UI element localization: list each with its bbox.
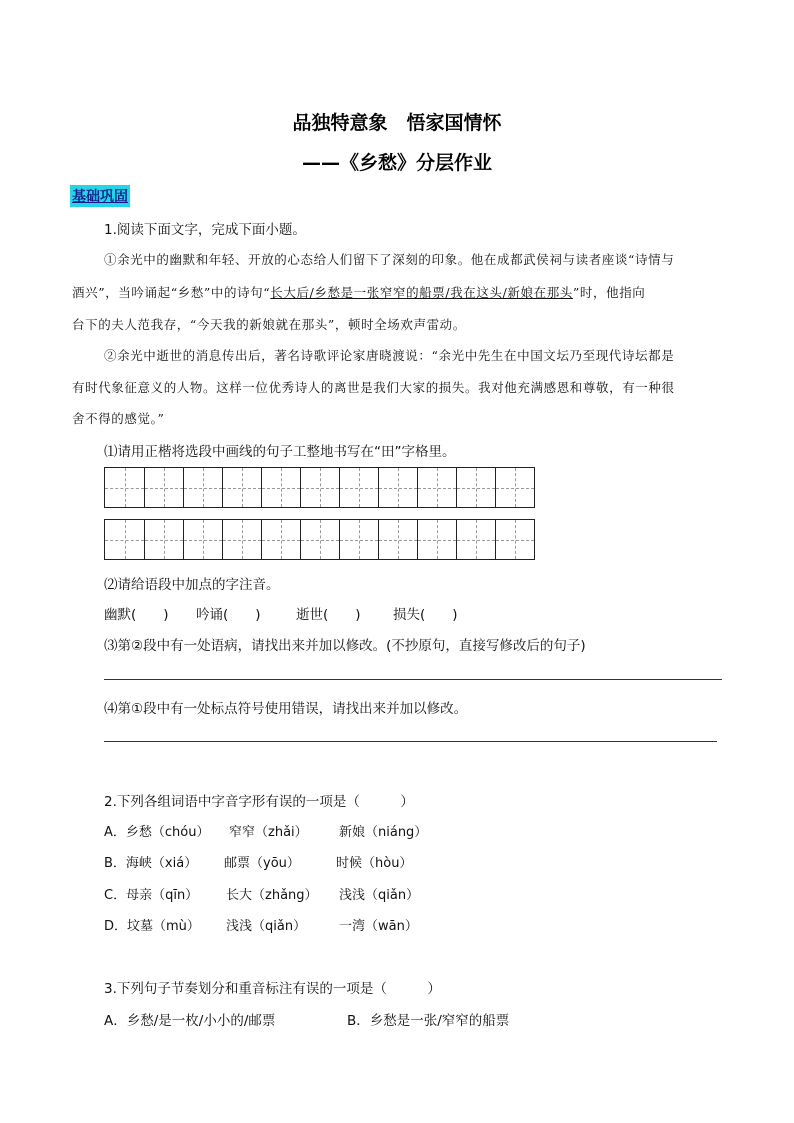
q2-option-d-2: 浅浅（qiǎn） (226, 919, 307, 934)
page-title: 品独特意象 悟家国情怀 (292, 112, 502, 134)
q2-option-b-1: B．海峡（xiá） (104, 856, 198, 871)
q2-option-a-1: A．乡愁（chóu） (104, 825, 210, 840)
pinyin-item-1: 幽默( ) (104, 607, 169, 623)
tianzige-row-2[interactable] (104, 519, 535, 560)
q2-stem: 2.下列各组词语中字音字形有误的一项是（ ） (104, 794, 414, 810)
answer-line-4[interactable] (104, 741, 717, 742)
q1-sub1: ⑴请用正楷将选段中画线的句子工整地书写在“田”字格里。 (104, 444, 456, 460)
answer-line-3[interactable] (104, 679, 722, 680)
q1-sub4: ⑷第①段中有一处标点符号使用错误，请找出来并加以修改。 (104, 701, 468, 717)
section-label: 基础巩固 (70, 185, 130, 207)
q1-stem: 1.阅读下面文字，完成下面小题。 (104, 222, 306, 238)
q2-option-b-3: 时候（hòu） (336, 856, 413, 871)
q2-option-c-2: 长大（zhǎng） (226, 888, 318, 903)
q2-option-a-2: 窄窄（zhǎi） (229, 825, 308, 840)
q2-option-c-1: C．母亲（qīn） (104, 888, 199, 903)
page-subtitle: ——《乡愁》分层作业 (301, 152, 492, 174)
q1-para2-line3: 舍不得的感觉。” (72, 411, 165, 426)
q2-option-c-3: 浅浅（qiǎn） (339, 888, 420, 903)
pinyin-item-3: 逝世( ) (296, 607, 361, 623)
q1-para1-line2-b: ”时，他指向 (572, 285, 646, 300)
q1-para1-line1: ①余光中的幽默和年轻、开放的心态给人们留下了深刻的印象。他在成都武侯祠与读者座谈“诗情与 (104, 252, 675, 267)
q3-option-a: A．乡愁/是一枚/小小的/邮票 (104, 1013, 276, 1029)
q1-underlined-sentence: 长大后/乡愁是一张窄窄的船票/我在这头/新娘在那头 (270, 285, 573, 300)
q2-option-d-3: 一湾（wān） (339, 919, 418, 934)
q3-stem: 3.下列句子节奏划分和重音标注有误的一项是（ ） (104, 981, 441, 997)
q3-option-b: B．乡愁是一张/窄窄的船票 (347, 1013, 510, 1029)
pinyin-item-2: 吟诵( ) (196, 607, 261, 623)
q1-para2-line1: ②余光中逝世的消息传出后，著名诗歌评论家唐晓渡说：“余光中先生在中国文坛乃至现代诗坛都是 (104, 348, 675, 363)
q2-option-a-3: 新娘（niáng） (339, 825, 428, 840)
q1-para1-line3: 台下的夫人范我存，“今天我的新娘就在那头”，顿时全场欢声雷动。 (72, 317, 466, 332)
q1-para1-line2-a: 酒兴”，当吟诵起“乡愁”中的诗句“ (72, 285, 271, 300)
q1-sub3: ⑶第②段中有一处语病，请找出来并加以修改。(不抄原句，直接写修改后的句子) (104, 638, 586, 654)
q1-para1-line2 (72, 283, 645, 301)
q1-para2-line2: 有时代象征意义的人物。这样一位优秀诗人的离世是我们大家的损失。我对他充满感恩和尊敬，有一种很 (72, 380, 675, 395)
q2-option-d-1: D．坟墓（mù） (104, 919, 200, 934)
q1-sub2: ⑵请给语段中加点的字注音。 (104, 577, 280, 593)
tianzige-row-1[interactable] (104, 467, 535, 508)
q2-option-b-2: 邮票（yōu） (224, 856, 300, 871)
pinyin-item-4: 损失( ) (393, 607, 458, 623)
